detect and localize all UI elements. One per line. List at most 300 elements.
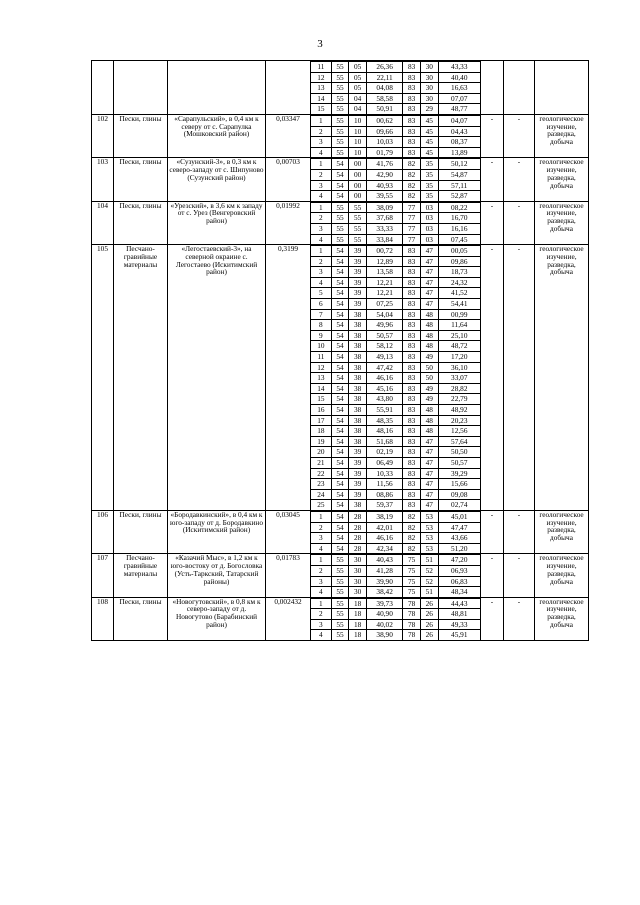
- longitude-value: 83: [403, 468, 421, 479]
- latitude-value: 00: [349, 169, 367, 180]
- empty-column-1: -: [481, 510, 504, 553]
- point-number: 3: [311, 619, 331, 630]
- coordinate-point-row: [311, 320, 480, 331]
- latitude-value: 55: [331, 104, 349, 114]
- longitude-value: 83: [403, 426, 421, 437]
- longitude-value: 47,47: [438, 522, 480, 533]
- point-number: 3: [311, 137, 331, 148]
- latitude-value: 59,37: [366, 500, 403, 510]
- latitude-value: 54: [331, 352, 349, 363]
- latitude-value: 18: [349, 630, 367, 640]
- latitude-value: 54: [331, 288, 349, 299]
- table-row: [92, 114, 589, 157]
- longitude-value: 53: [420, 522, 438, 533]
- latitude-value: 54: [331, 426, 349, 437]
- latitude-value: 54: [331, 457, 349, 468]
- coordinate-point-row: [311, 202, 480, 213]
- longitude-value: 53: [420, 511, 438, 522]
- latitude-value: 39: [349, 457, 367, 468]
- material-cell: Пески, глины: [114, 114, 168, 157]
- coordinate-point-row: [311, 373, 480, 384]
- point-number: 1: [311, 159, 331, 170]
- longitude-value: 06,93: [438, 565, 480, 576]
- longitude-value: 53: [420, 533, 438, 544]
- latitude-value: 38: [349, 362, 367, 373]
- latitude-value: 54: [331, 511, 349, 522]
- material-cell: Пески, глины: [114, 158, 168, 201]
- latitude-value: 47,42: [366, 362, 403, 373]
- longitude-value: 29: [420, 104, 438, 114]
- coordinate-point-row: [311, 115, 480, 126]
- point-number: 2: [311, 126, 331, 137]
- latitude-value: 41,28: [366, 565, 403, 576]
- latitude-value: 55: [331, 576, 349, 587]
- longitude-value: 40,40: [438, 72, 480, 83]
- latitude-value: 38: [349, 309, 367, 320]
- latitude-value: 28: [349, 533, 367, 544]
- longitude-value: 22,79: [438, 394, 480, 405]
- longitude-value: 45,01: [438, 511, 480, 522]
- coordinate-point-row: [311, 394, 480, 405]
- latitude-value: 54: [331, 362, 349, 373]
- longitude-value: 13,89: [438, 147, 480, 157]
- longitude-value: 49: [420, 394, 438, 405]
- longitude-value: 48,81: [438, 609, 480, 620]
- point-number: 14: [311, 93, 331, 104]
- point-number: 3: [311, 223, 331, 234]
- coordinates-cell: [311, 510, 481, 553]
- latitude-value: 12,21: [366, 288, 403, 299]
- longitude-value: 49: [420, 383, 438, 394]
- area-cell: [266, 61, 311, 115]
- coordinate-point-row: [311, 565, 480, 576]
- deposit-number: [92, 61, 114, 115]
- latitude-value: 54: [331, 447, 349, 458]
- material-cell: [114, 61, 168, 115]
- latitude-value: 58,12: [366, 341, 403, 352]
- latitude-value: 39: [349, 267, 367, 278]
- longitude-value: 57,64: [438, 436, 480, 447]
- longitude-value: 47: [420, 256, 438, 267]
- purpose-cell: геологическое изучение, разведка, добыча: [535, 114, 589, 157]
- point-number: 9: [311, 330, 331, 341]
- longitude-value: 47,20: [438, 555, 480, 566]
- empty-column-2: [504, 61, 535, 115]
- latitude-value: 22,11: [366, 72, 403, 83]
- latitude-value: 45,16: [366, 383, 403, 394]
- latitude-value: 05: [349, 62, 367, 73]
- longitude-value: 83: [403, 83, 421, 94]
- latitude-value: 54: [331, 415, 349, 426]
- coordinate-point-row: [311, 479, 480, 490]
- latitude-value: 55: [349, 202, 367, 213]
- longitude-value: 16,63: [438, 83, 480, 94]
- coordinate-point-row: [311, 234, 480, 244]
- longitude-value: 83: [403, 115, 421, 126]
- latitude-value: 55: [349, 213, 367, 224]
- point-number: 6: [311, 299, 331, 310]
- longitude-value: 49: [420, 352, 438, 363]
- latitude-value: 55: [331, 223, 349, 234]
- latitude-value: 38: [349, 436, 367, 447]
- longitude-value: 48: [420, 309, 438, 320]
- point-number: 2: [311, 213, 331, 224]
- longitude-value: 82: [403, 511, 421, 522]
- latitude-value: 33,33: [366, 223, 403, 234]
- point-number: 7: [311, 309, 331, 320]
- coordinates-table: [311, 245, 480, 510]
- longitude-value: 83: [403, 126, 421, 137]
- longitude-value: 47: [420, 288, 438, 299]
- latitude-value: 38,19: [366, 511, 403, 522]
- latitude-value: 11,56: [366, 479, 403, 490]
- longitude-value: 48: [420, 341, 438, 352]
- latitude-value: 04: [349, 104, 367, 114]
- point-number: 15: [311, 394, 331, 405]
- longitude-value: 07,45: [438, 234, 480, 244]
- longitude-value: 82: [403, 180, 421, 191]
- point-number: 16: [311, 405, 331, 416]
- empty-column-1: [481, 61, 504, 115]
- latitude-value: 55: [331, 609, 349, 620]
- coordinates-cell: [311, 597, 481, 640]
- coordinate-point-row: [311, 352, 480, 363]
- longitude-value: 50,12: [438, 159, 480, 170]
- latitude-value: 55: [331, 630, 349, 640]
- longitude-value: 04,43: [438, 126, 480, 137]
- coordinates-table: [311, 511, 480, 553]
- longitude-value: 03: [420, 202, 438, 213]
- point-number: 1: [311, 246, 331, 257]
- latitude-value: 02,19: [366, 447, 403, 458]
- longitude-value: 47: [420, 457, 438, 468]
- latitude-value: 54: [331, 267, 349, 278]
- deposit-name-cell: «Казачий Мыс», в 1,2 км к юго-востоку от д. Богословка (Усть-Таркский, Татарский районы): [168, 554, 266, 597]
- latitude-value: 18: [349, 619, 367, 630]
- longitude-value: 12,56: [438, 426, 480, 437]
- latitude-value: 10: [349, 137, 367, 148]
- longitude-value: 33,07: [438, 373, 480, 384]
- coordinate-point-row: [311, 576, 480, 587]
- longitude-value: 83: [403, 309, 421, 320]
- longitude-value: 00,99: [438, 309, 480, 320]
- coordinate-point-row: [311, 299, 480, 310]
- longitude-value: 09,08: [438, 489, 480, 500]
- longitude-value: 83: [403, 352, 421, 363]
- coordinate-point-row: [311, 309, 480, 320]
- point-number: 1: [311, 555, 331, 566]
- latitude-value: 28: [349, 543, 367, 553]
- point-number: 20: [311, 447, 331, 458]
- point-number: 1: [311, 202, 331, 213]
- longitude-value: 83: [403, 72, 421, 83]
- empty-column-2: -: [504, 510, 535, 553]
- latitude-value: 18: [349, 598, 367, 609]
- longitude-value: 48,34: [438, 587, 480, 597]
- coordinate-point-row: [311, 489, 480, 500]
- point-number: 4: [311, 587, 331, 597]
- table-row: [92, 510, 589, 553]
- material-cell: Пески, глины: [114, 201, 168, 244]
- latitude-value: 37,68: [366, 213, 403, 224]
- latitude-value: 10: [349, 115, 367, 126]
- latitude-value: 04,08: [366, 83, 403, 94]
- longitude-value: 48,77: [438, 104, 480, 114]
- longitude-value: 36,10: [438, 362, 480, 373]
- longitude-value: 30: [420, 83, 438, 94]
- longitude-value: 52,87: [438, 191, 480, 201]
- longitude-value: 83: [403, 489, 421, 500]
- point-number: 17: [311, 415, 331, 426]
- longitude-value: 03: [420, 213, 438, 224]
- purpose-cell: геологическое изучение, разведка, добыча: [535, 201, 589, 244]
- longitude-value: 54,87: [438, 169, 480, 180]
- coordinate-point-row: [311, 104, 480, 114]
- longitude-value: 83: [403, 447, 421, 458]
- latitude-value: 55: [331, 213, 349, 224]
- latitude-value: 54: [331, 479, 349, 490]
- latitude-value: 10: [349, 126, 367, 137]
- latitude-value: 54: [331, 405, 349, 416]
- empty-column-1: -: [481, 597, 504, 640]
- point-number: 12: [311, 362, 331, 373]
- longitude-value: 82: [403, 159, 421, 170]
- longitude-value: 48: [420, 330, 438, 341]
- coordinate-point-row: [311, 213, 480, 224]
- latitude-value: 58,58: [366, 93, 403, 104]
- page-number: 3: [317, 38, 323, 50]
- latitude-value: 40,93: [366, 180, 403, 191]
- empty-column-2: -: [504, 201, 535, 244]
- longitude-value: 83: [403, 104, 421, 114]
- point-number: 4: [311, 234, 331, 244]
- point-number: 24: [311, 489, 331, 500]
- longitude-value: 47: [420, 267, 438, 278]
- latitude-value: 12,89: [366, 256, 403, 267]
- longitude-value: 83: [403, 93, 421, 104]
- latitude-value: 10,03: [366, 137, 403, 148]
- point-number: 4: [311, 543, 331, 553]
- coordinate-point-row: [311, 609, 480, 620]
- deposit-name-cell: «Легостаевский-3», на северной окраине с. Легостаево (Искитимский район): [168, 245, 266, 511]
- longitude-value: 77: [403, 202, 421, 213]
- empty-column-1: -: [481, 245, 504, 511]
- latitude-value: 38: [349, 352, 367, 363]
- area-cell: 0,01783: [266, 554, 311, 597]
- coordinates-cell: [311, 554, 481, 597]
- table-row: [92, 245, 589, 511]
- latitude-value: 54: [331, 500, 349, 510]
- longitude-value: 78: [403, 630, 421, 640]
- coordinates-cell: [311, 61, 481, 115]
- latitude-value: 39,73: [366, 598, 403, 609]
- purpose-cell: геологическое изучение, разведка, добыча: [535, 554, 589, 597]
- deposit-number: 105: [92, 245, 114, 511]
- coordinate-point-row: [311, 383, 480, 394]
- latitude-value: 55: [331, 234, 349, 244]
- latitude-value: 54: [331, 191, 349, 201]
- longitude-value: 47: [420, 436, 438, 447]
- deposit-name-cell: «Новогутовский», в 0,8 км к северо-западу от д. Новогутово (Барабинский район): [168, 597, 266, 640]
- deposit-number: 107: [92, 554, 114, 597]
- coordinate-point-row: [311, 93, 480, 104]
- longitude-value: 48: [420, 405, 438, 416]
- longitude-value: 26: [420, 619, 438, 630]
- point-number: 21: [311, 457, 331, 468]
- coordinate-point-row: [311, 619, 480, 630]
- latitude-value: 39,55: [366, 191, 403, 201]
- longitude-value: 47: [420, 246, 438, 257]
- longitude-value: 50: [420, 362, 438, 373]
- longitude-value: 48: [420, 320, 438, 331]
- table-row: [92, 158, 589, 201]
- latitude-value: 39: [349, 468, 367, 479]
- longitude-value: 35: [420, 180, 438, 191]
- longitude-value: 45: [420, 147, 438, 157]
- latitude-value: 07,25: [366, 299, 403, 310]
- latitude-value: 54: [331, 299, 349, 310]
- latitude-value: 54: [331, 489, 349, 500]
- latitude-value: 38: [349, 383, 367, 394]
- latitude-value: 38: [349, 500, 367, 510]
- latitude-value: 08,86: [366, 489, 403, 500]
- latitude-value: 38,90: [366, 630, 403, 640]
- longitude-value: 26: [420, 598, 438, 609]
- point-number: 1: [311, 511, 331, 522]
- deposit-number: 102: [92, 114, 114, 157]
- purpose-cell: геологическое изучение, разведка, добыча: [535, 158, 589, 201]
- point-number: 25: [311, 500, 331, 510]
- point-number: 13: [311, 83, 331, 94]
- latitude-value: 54: [331, 330, 349, 341]
- latitude-value: 49,96: [366, 320, 403, 331]
- longitude-value: 47: [420, 489, 438, 500]
- latitude-value: 39: [349, 447, 367, 458]
- latitude-value: 55: [331, 202, 349, 213]
- area-cell: 0,002432: [266, 597, 311, 640]
- longitude-value: 57,11: [438, 180, 480, 191]
- coordinate-point-row: [311, 330, 480, 341]
- longitude-value: 83: [403, 405, 421, 416]
- latitude-value: 54: [331, 309, 349, 320]
- latitude-value: 10,33: [366, 468, 403, 479]
- longitude-value: 48: [420, 415, 438, 426]
- longitude-value: 83: [403, 246, 421, 257]
- point-number: 2: [311, 609, 331, 620]
- longitude-value: 83: [403, 62, 421, 73]
- material-cell: Песчано-гравийные материалы: [114, 554, 168, 597]
- point-number: 12: [311, 72, 331, 83]
- longitude-value: 06,83: [438, 576, 480, 587]
- longitude-value: 44,43: [438, 598, 480, 609]
- longitude-value: 83: [403, 256, 421, 267]
- latitude-value: 38: [349, 330, 367, 341]
- longitude-value: 26: [420, 630, 438, 640]
- latitude-value: 55: [331, 555, 349, 566]
- latitude-value: 00,72: [366, 246, 403, 257]
- longitude-value: 16,70: [438, 213, 480, 224]
- longitude-value: 02,74: [438, 500, 480, 510]
- longitude-value: 47: [420, 500, 438, 510]
- area-cell: 0,00703: [266, 158, 311, 201]
- latitude-value: 54: [331, 436, 349, 447]
- coordinate-point-row: [311, 511, 480, 522]
- latitude-value: 26,36: [366, 62, 403, 73]
- latitude-value: 48,16: [366, 426, 403, 437]
- longitude-value: 50: [420, 373, 438, 384]
- longitude-value: 09,86: [438, 256, 480, 267]
- coordinate-point-row: [311, 543, 480, 553]
- coordinate-point-row: [311, 180, 480, 191]
- purpose-cell: геологическое изучение, разведка, добыча: [535, 597, 589, 640]
- latitude-value: 38,09: [366, 202, 403, 213]
- latitude-value: 42,01: [366, 522, 403, 533]
- latitude-value: 54: [331, 468, 349, 479]
- latitude-value: 54: [331, 320, 349, 331]
- latitude-value: 55: [331, 565, 349, 576]
- longitude-value: 03: [420, 223, 438, 234]
- point-number: 3: [311, 180, 331, 191]
- latitude-value: 33,84: [366, 234, 403, 244]
- latitude-value: 28: [349, 511, 367, 522]
- coordinates-cell: [311, 114, 481, 157]
- latitude-value: 50,57: [366, 330, 403, 341]
- coordinate-point-row: [311, 447, 480, 458]
- longitude-value: 78: [403, 619, 421, 630]
- longitude-value: 03: [420, 234, 438, 244]
- table-row: [92, 554, 589, 597]
- table-row: [92, 597, 589, 640]
- longitude-value: 77: [403, 234, 421, 244]
- coordinate-point-row: [311, 288, 480, 299]
- longitude-value: 45: [420, 115, 438, 126]
- point-number: 11: [311, 352, 331, 363]
- deposit-number: 108: [92, 597, 114, 640]
- longitude-value: 53: [420, 543, 438, 553]
- point-number: 5: [311, 288, 331, 299]
- empty-column-2: -: [504, 554, 535, 597]
- latitude-value: 09,66: [366, 126, 403, 137]
- table-row: [92, 201, 589, 244]
- longitude-value: 48,72: [438, 341, 480, 352]
- latitude-value: 30: [349, 555, 367, 566]
- longitude-value: 17,20: [438, 352, 480, 363]
- longitude-value: 47: [420, 479, 438, 490]
- latitude-value: 39: [349, 256, 367, 267]
- longitude-value: 83: [403, 320, 421, 331]
- point-number: 10: [311, 341, 331, 352]
- area-cell: 0,01992: [266, 201, 311, 244]
- latitude-value: 55: [349, 234, 367, 244]
- deposits-table: [91, 60, 589, 641]
- latitude-value: 54: [331, 159, 349, 170]
- coordinate-point-row: [311, 630, 480, 640]
- longitude-value: 04,07: [438, 115, 480, 126]
- longitude-value: 50,57: [438, 457, 480, 468]
- latitude-value: 12,21: [366, 277, 403, 288]
- latitude-value: 43,80: [366, 394, 403, 405]
- latitude-value: 55: [331, 83, 349, 94]
- latitude-value: 55: [331, 93, 349, 104]
- deposit-name-cell: «Сарапульский», в 0,4 км к северу от с. Сарапулка (Мошковский район): [168, 114, 266, 157]
- material-cell: Пески, глины: [114, 597, 168, 640]
- longitude-value: 83: [403, 362, 421, 373]
- longitude-value: 83: [403, 383, 421, 394]
- longitude-value: 78: [403, 598, 421, 609]
- point-number: 1: [311, 598, 331, 609]
- coordinates-table: [311, 202, 480, 244]
- coordinate-point-row: [311, 533, 480, 544]
